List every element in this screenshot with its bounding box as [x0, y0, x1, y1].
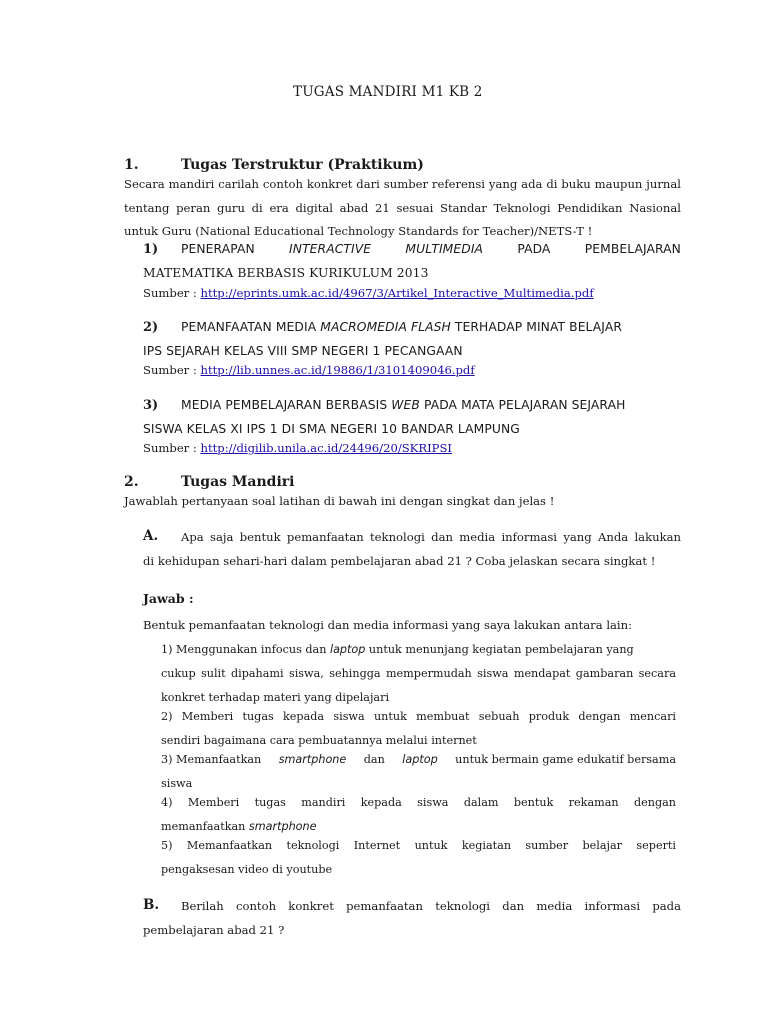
answer-3-em2: laptop — [402, 753, 438, 766]
answer-5-line-1: 5) Memanfaatkan teknologi Internet untuk kegiatan sumber belajar seperti — [161, 839, 676, 852]
question-b-line-2: pembelajaran abad 21 ? — [143, 923, 285, 937]
item-1-title-line-1 — [181, 242, 681, 256]
item-2-title-line-1 — [181, 320, 622, 334]
answer-1-pre: 1) Menggunakan infocus dan — [161, 643, 330, 656]
section-1-intro-line-1: Secara mandiri carilah contoh konkret dari sumber referensi yang ada di buku maupun jurnal — [124, 177, 681, 191]
item-3-title-line-2: SISWA KELAS XI IPS 1 DI SMA NEGERI 10 BANDAR LAMPUNG — [143, 422, 520, 436]
answer-4-em: smartphone — [248, 820, 317, 833]
answer-3-w1: 3) Memanfaatkan — [161, 753, 262, 766]
item-2-text-c: TERHADAP MINAT BELAJAR — [450, 320, 622, 334]
section-1-intro-line-2: tentang peran guru di era digital abad 21 sesuai Standar Teknologi Pendidikan Nasional — [124, 201, 681, 215]
section-2-intro: Jawablah pertanyaan soal latihan di bawah ini dengan singkat dan jelas ! — [124, 494, 555, 508]
question-a-line-1: Apa saja bentuk pemanfaatan teknologi dan media informasi yang Anda lakukan — [181, 530, 681, 544]
item-3-text-c: PADA MATA PELAJARAN SEJARAH — [419, 398, 626, 412]
page-title: TUGAS MANDIRI M1 KB 2 — [293, 84, 483, 100]
item-3-source-link[interactable]: http://digilib.unila.ac.id/24496/20/SKRIPSI — [200, 441, 452, 455]
question-a-label: A. — [143, 528, 159, 544]
question-b-line-1: Berilah contoh konkret pemanfaatan teknologi dan media informasi pada — [181, 899, 681, 913]
section-2-number: 2. — [124, 474, 139, 490]
answer-4-line-1: 4) Memberi tugas mandiri kepada siswa dalam bentuk rekaman dengan — [161, 796, 676, 809]
item-1-word-1: PENERAPAN — [181, 242, 255, 256]
item-1-source — [143, 286, 594, 300]
answer-3-w2: dan — [363, 753, 385, 766]
question-a-line-2: di kehidupan sehari-hari dalam pembelajaran abad 21 ? Coba jelaskan secara singkat ! — [143, 554, 656, 568]
answer-label: Jawab : — [143, 591, 194, 606]
item-1-number: 1) — [143, 242, 159, 257]
answer-1-line-2: cukup sulit dipahami siswa, sehingga mempermudah siswa mendapat gambaran secara — [161, 667, 676, 680]
question-b-label: B. — [143, 897, 160, 913]
answer-3-line-1 — [161, 753, 676, 766]
answer-1-post: untuk menunjang kegiatan pembelajaran yang — [365, 643, 634, 656]
answer-2-line-2: sendiri bagaimana cara pembuatannya melalui internet — [161, 734, 477, 747]
item-3-source — [143, 441, 452, 455]
item-1-source-link[interactable]: http://eprints.umk.ac.id/4967/3/Artikel_Interactive_Multimedia.pdf — [200, 286, 594, 300]
answer-2-line-1: 2) Memberi tugas kepada siswa untuk membuat sebuah produk dengan mencari — [161, 710, 676, 723]
item-3-source-label: Sumber : — [143, 441, 201, 455]
answer-intro: Bentuk pemanfaatan teknologi dan media informasi yang saya lakukan antara lain: — [143, 618, 633, 632]
item-1-source-label: Sumber : — [143, 286, 201, 300]
item-2-number: 2) — [143, 320, 159, 335]
answer-3-em1: smartphone — [278, 753, 347, 766]
section-1-number: 1. — [124, 157, 139, 173]
item-2-source-label: Sumber : — [143, 363, 201, 377]
answer-4-line-2 — [161, 820, 317, 833]
item-2-title-line-2: IPS SEJARAH KELAS VIII SMP NEGERI 1 PECANGAAN — [143, 344, 463, 358]
item-1-title-line-2: MATEMATIKA BERBASIS KURIKULUM 2013 — [143, 266, 429, 280]
answer-1-em: laptop — [329, 643, 366, 656]
answer-3-w3: untuk bermain game edukatif bersama — [455, 753, 676, 766]
section-1-title: Tugas Terstruktur (Praktikum) — [181, 157, 424, 173]
item-2-text-a: PEMANFAATAN MEDIA — [181, 320, 321, 334]
item-3-text-b: WEB — [391, 398, 420, 412]
item-2-source-link[interactable]: http://lib.unnes.ac.id/19886/1/3101409046.pdf — [200, 363, 475, 377]
answer-1-line-3: konkret terhadap materi yang dipelajari — [161, 691, 390, 704]
item-1-word-5: PEMBELAJARAN — [584, 242, 681, 256]
item-3-text-a: MEDIA PEMBELAJARAN BERBASIS — [181, 398, 392, 412]
answer-1-line-1 — [161, 643, 676, 656]
section-2-title: Tugas Mandiri — [181, 474, 295, 490]
item-2-source — [143, 363, 475, 377]
answer-5-line-2: pengaksesan video di youtube — [161, 863, 333, 876]
item-3-number: 3) — [143, 398, 159, 413]
answer-4-pre: memanfaatkan — [161, 820, 249, 833]
item-1-word-2: INTERACTIVE — [289, 242, 372, 256]
item-2-text-b: MACROMEDIA FLASH — [320, 320, 451, 334]
item-1-word-3: MULTIMEDIA — [405, 242, 484, 256]
item-3-title-line-1 — [181, 398, 625, 412]
answer-3-line-2: siswa — [161, 777, 193, 790]
item-1-word-4: PADA — [517, 242, 551, 256]
section-1-intro-line-3: untuk Guru (National Educational Technology Standards for Teacher)/NETS-T ! — [124, 224, 593, 238]
